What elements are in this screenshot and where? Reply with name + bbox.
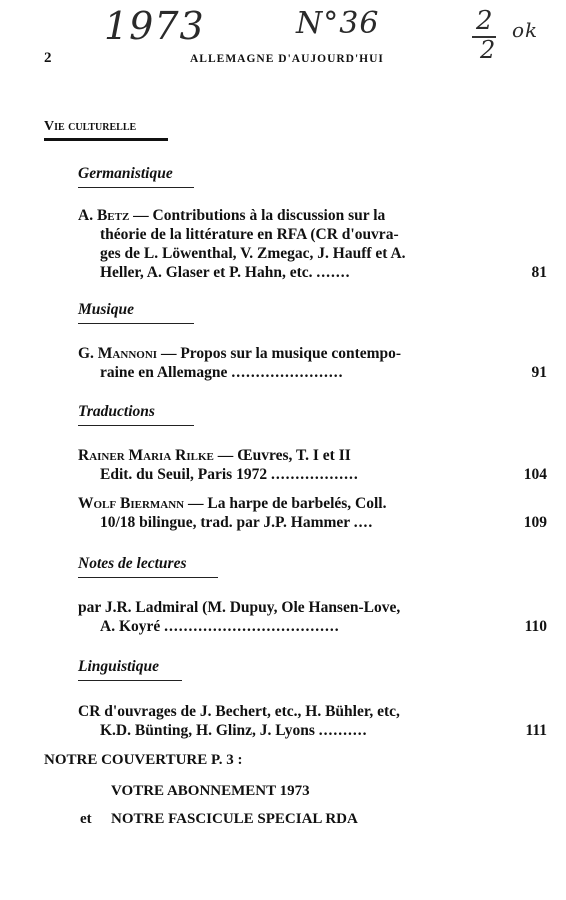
entry-line <box>78 447 351 465</box>
page-ref: 91 <box>531 364 547 381</box>
section-rule <box>78 577 218 578</box>
entry-text: A. Koyré <box>100 618 161 635</box>
section-title-linguistique: Linguistique <box>78 658 159 675</box>
author-name: A. Betz <box>78 207 130 224</box>
entry-text: K.D. Bünting, H. Glinz, J. Lyons <box>100 722 315 739</box>
author-name: G. Mannoni <box>78 345 158 362</box>
entry-line: ges de L. Löwenthal, V. Zmegac, J. Hauff et A. <box>100 245 406 262</box>
section-rule <box>78 323 194 324</box>
main-section-underline <box>44 138 168 141</box>
entry-text: 10/18 bilingue, trad. par J.P. Hammer <box>100 514 350 531</box>
handwritten-issue-number: N°36 <box>296 6 380 41</box>
entry-text: — La harpe de barbelés, Coll. <box>184 495 387 512</box>
entry-text: Heller, A. Glaser et P. Hahn, etc. <box>100 264 313 281</box>
entry-line: théorie de la littérature en RFA (CR d'ouvra- <box>100 226 399 243</box>
page-ref: 110 <box>524 618 547 635</box>
author-name: Wolf Biermann <box>78 495 185 512</box>
entry-text: — Œuvres, T. I et II <box>213 447 351 464</box>
page-number: 2 <box>44 50 52 66</box>
entry-line <box>100 722 368 740</box>
leader-dots: ....................... <box>231 364 344 381</box>
section-title-notes: Notes de lectures <box>78 555 187 572</box>
section-rule <box>78 187 194 188</box>
special-issue-line: NOTRE FASCICULE SPECIAL RDA <box>111 811 358 827</box>
section-title-traductions: Traductions <box>78 403 155 420</box>
page-ref: 109 <box>523 514 547 531</box>
entry-text: — Propos sur la musique contempo- <box>157 345 402 362</box>
entry-line: CR d'ouvrages de J. Bechert, etc., H. Bühler, etc, <box>78 703 400 720</box>
entry-line <box>78 345 401 363</box>
entry-text: Edit. du Seuil, Paris 1972 <box>100 466 268 483</box>
entry-line <box>100 364 343 382</box>
page-ref: 104 <box>523 466 547 483</box>
entry-line <box>100 466 359 484</box>
leader-dots: .... <box>353 514 374 531</box>
et-conjunction: et <box>80 811 92 827</box>
entry-line <box>78 207 385 225</box>
leader-dots: .................................... <box>164 618 340 635</box>
author-name: Rainer Maria Rilke <box>78 447 214 464</box>
handwritten-ok: ok <box>512 18 539 42</box>
handwritten-fraction-top: 2 <box>476 6 494 36</box>
leader-dots: ....... <box>316 264 351 281</box>
section-title-musique: Musique <box>78 301 134 318</box>
entry-line <box>100 514 373 532</box>
main-section-heading: Vie culturelle <box>44 119 137 134</box>
entry-line: par J.R. Ladmiral (M. Dupuy, Ole Hansen-Love, <box>78 599 401 616</box>
entry-line <box>78 495 386 513</box>
handwritten-fraction-bottom: 2 <box>480 36 497 64</box>
entry-text: raine en Allemagne <box>100 364 228 381</box>
entry-text: — Contributions à la discussion sur la <box>129 207 386 224</box>
cover-note: NOTRE COUVERTURE P. 3 : <box>44 752 243 768</box>
handwritten-year: 1973 <box>104 4 205 48</box>
section-rule <box>78 680 182 681</box>
section-title-germanistique: Germanistique <box>78 165 173 182</box>
subscription-line: VOTRE ABONNEMENT 1973 <box>111 783 310 799</box>
leader-dots: .................. <box>270 466 359 483</box>
section-rule <box>78 425 194 426</box>
page-ref: 111 <box>525 722 547 739</box>
entry-line <box>100 618 340 636</box>
entry-line <box>100 264 351 282</box>
page-ref: 81 <box>531 264 547 281</box>
leader-dots: .......... <box>318 722 368 739</box>
running-title: ALLEMAGNE D'AUJOURD'HUI <box>190 53 384 65</box>
